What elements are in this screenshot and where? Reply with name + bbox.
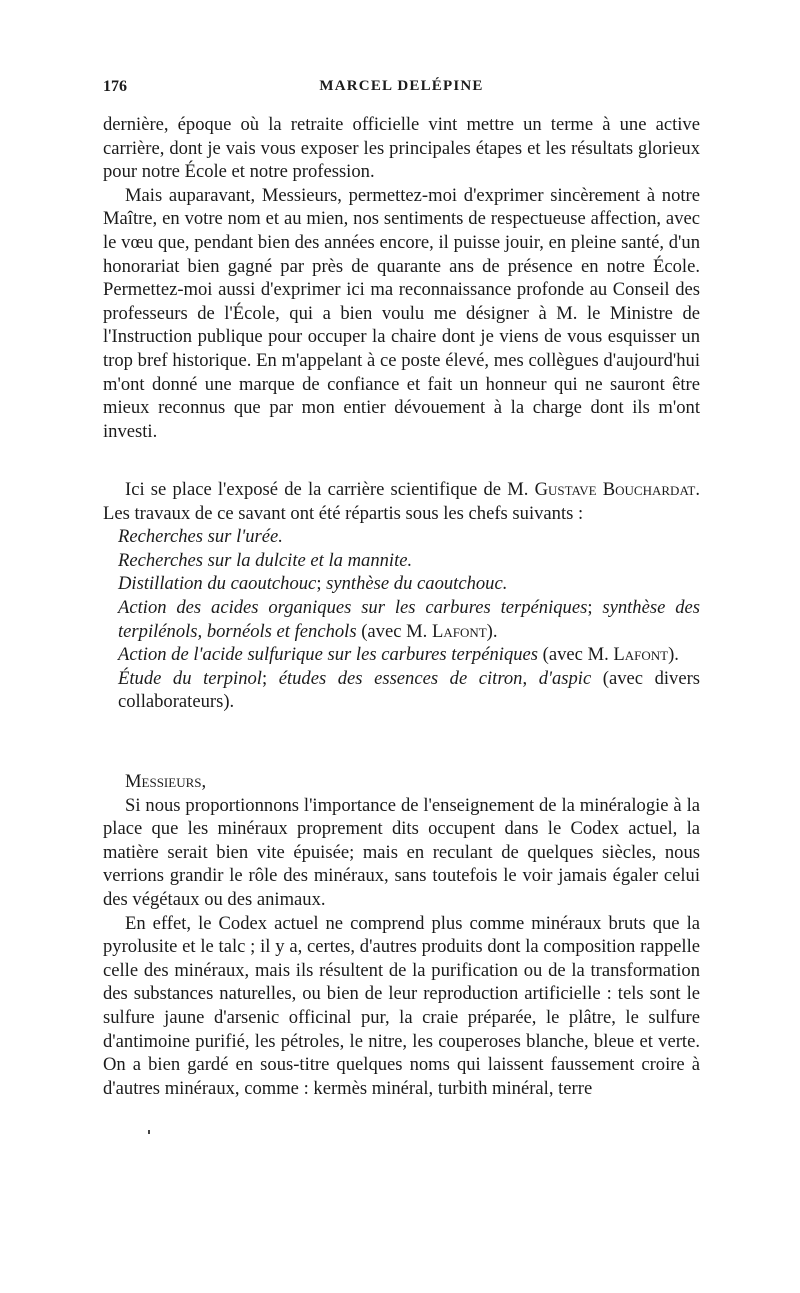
work-item-tail: ). <box>668 644 679 666</box>
work-item-tail: (avec M. <box>356 620 432 642</box>
opening-section <box>103 113 700 443</box>
work-item-text: Action de l'acide sulfurique sur les carbures terpéniques <box>118 644 539 666</box>
collaborator-name: Lafont <box>431 620 487 642</box>
work-item-separator: , <box>522 667 539 689</box>
paragraph-acknowledgements: Mais auparavant, Messieurs, permettez-moi d'exprimer sincèrement à notre Maître, en votre nom et au mien, nos sentiments de respectueuse affection, avec le vœu que, pendant bien des années encore, il puisse jouir, en pleine santé, d'un honorariat bien gagné par près de quarante ans de présence en notre École. Permettez-moi aussi d'exprimer ici ma reconnaissance profonde au Conseil des professeurs de l'École, qui a bien voulu me désigner à M. le Ministre de l'Instruction publique pour occuper la chaire dont je viens de vous esquisser un trop bref historique. En m'appelant à ce poste élevé, mes collègues d'aujourd'hui m'ont donné une marque de confiance et fait un honneur qui ne sauront être mieux reconnus que par mon entier dévouement à la charge dont ils m'ont investi. <box>103 184 700 442</box>
work-item-text: études des essences de citron <box>278 667 523 689</box>
work-item-separator: ; <box>587 596 603 618</box>
work-item-6 <box>103 667 700 714</box>
work-item-2 <box>103 549 700 573</box>
paragraph-continuation: dernière, époque où la retraite officielle vint mettre un terme à une active carrière, dont je vais vous exposer les principales étapes et les résultats glorieux pour notre École et notre profession. <box>103 114 700 183</box>
work-item-text: Recherches sur l'urée. <box>118 526 283 548</box>
paragraph-minerals: En effet, le Codex actuel ne comprend plus comme minéraux bruts que la pyrolusite et le talc ; il y a, certes, d'autres produits dont la composition rappelle celle des minéraux, mais ils résultent de la purification ou de la transformation des substances naturelles, ou bien de leur reproduction artificielle : tels sont le sulfure jaune d'arsenic officinal pur, la craie préparée, le plâtre, le sulfure d'antimoine purifié, les pétroles, le nitre, les couperoses blanche, bleue et verte. On a bien gardé en sous-titre quelques noms qui laissent faussement croire à d'autres minéraux, comme : kermès minéral, turbith minéral, terre <box>103 912 700 1099</box>
career-intro-before: Ici se place l'exposé de la carrière scientifique de M. <box>125 479 535 500</box>
work-item-text: Distillation du caoutchouc <box>118 573 317 595</box>
work-item-separator: ; <box>316 573 327 595</box>
work-item-text: Recherches sur la dulcite et la mannite. <box>118 549 413 571</box>
work-item-3 <box>103 572 700 596</box>
career-intro <box>103 478 700 525</box>
mineralogy-section <box>103 770 700 1100</box>
career-section <box>103 478 700 714</box>
paragraph-codex: Si nous proportionnons l'importance de l'enseignement de la minéralogie à la place que les minéraux proprement dits occupent dans le Codex actuel, la matière serait bien vite épuisée; mais en reculant de quelques siècles, nous verrions grandir le rôle des minéraux, sans toutefois le voir jamais égaler celui des végétaux ou des animaux. <box>103 794 700 910</box>
work-item-text: synthèse du caoutchouc. <box>326 573 508 595</box>
salutation <box>103 770 700 794</box>
work-item-tail: (avec M. <box>538 644 614 666</box>
salutation-text: Messieurs, <box>125 771 207 792</box>
work-item-tail: (avec divers collaborateurs). <box>118 667 701 713</box>
work-item-text: d'aspic <box>538 667 592 689</box>
work-item-tail: ). <box>486 620 498 642</box>
work-item-text: Action des acides organiques sur les carbures terpéniques <box>118 596 588 618</box>
ink-speck-mark <box>148 1130 150 1134</box>
page-number: 176 <box>103 78 127 95</box>
running-title: MARCEL DELÉPINE <box>319 78 484 94</box>
career-person-name: Gustave Bouchardat <box>534 479 696 500</box>
collaborator-name: Lafont <box>613 644 669 666</box>
work-item-5 <box>103 643 700 667</box>
work-item-text: synthèse des terpilénols, bornéols et fenchols <box>118 596 700 642</box>
work-item-text: Étude du terpinol <box>118 667 262 689</box>
work-item-1 <box>103 525 700 549</box>
career-intro-after: . Les travaux de ce savant ont été répartis sous les chefs suivants : <box>103 479 700 524</box>
page-header <box>103 78 700 100</box>
work-item-4 <box>103 596 700 643</box>
work-item-separator: ; <box>261 667 279 689</box>
